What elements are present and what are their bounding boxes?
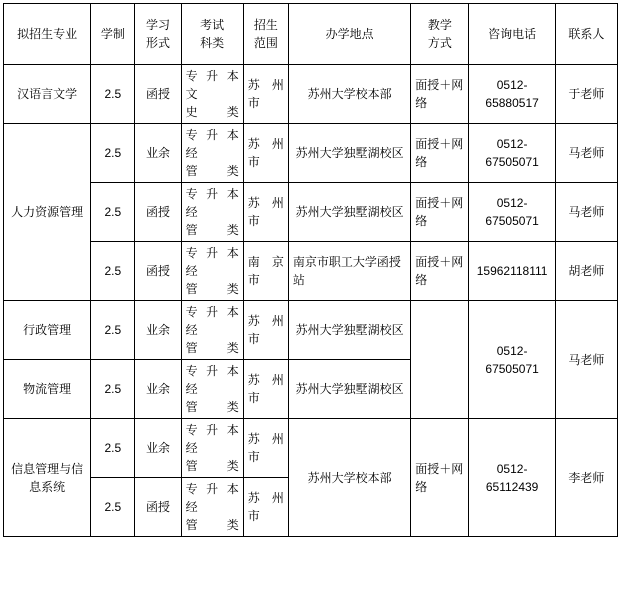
cell-exam-category: 专 升 本 经 管类 bbox=[181, 419, 243, 478]
table-row bbox=[4, 183, 618, 242]
cell-xuezhi: 2.5 bbox=[91, 360, 135, 419]
cell-enroll-range: 苏 州 市 bbox=[243, 65, 288, 124]
cell-exam-category: 专 升 本 经 管类 bbox=[181, 360, 243, 419]
cell-enroll-range: 苏 州 市 bbox=[243, 478, 288, 537]
cell-enroll-range: 苏 州 市 bbox=[243, 124, 288, 183]
cell-contact: 于老师 bbox=[555, 65, 617, 124]
cell-enroll-range: 苏 州 市 bbox=[243, 183, 288, 242]
header-teaching-mode: 教学 方式 bbox=[411, 4, 469, 65]
table-row bbox=[4, 124, 618, 183]
cell-xuezhi: 2.5 bbox=[91, 478, 135, 537]
cell-major: 人力资源管理 bbox=[4, 124, 91, 301]
cell-contact: 马老师 bbox=[555, 124, 617, 183]
header-location: 办学地点 bbox=[288, 4, 410, 65]
cell-location: 南京市职工大学函授站 bbox=[288, 242, 410, 301]
cell-exam-category: 专 升 本 经 管类 bbox=[181, 478, 243, 537]
cell-teaching-mode: 面授＋网 络 bbox=[411, 65, 469, 124]
header-enroll-range: 招生 范围 bbox=[243, 4, 288, 65]
cell-study-form: 业余 bbox=[135, 360, 181, 419]
cell-exam-category: 专 升 本 文 史类 bbox=[181, 65, 243, 124]
cell-teaching-mode: 面授＋网 络 bbox=[411, 419, 469, 537]
cell-study-form: 业余 bbox=[135, 124, 181, 183]
cell-major: 行政管理 bbox=[4, 301, 91, 360]
cell-enroll-range: 苏 州 市 bbox=[243, 360, 288, 419]
cell-xuezhi: 2.5 bbox=[91, 301, 135, 360]
cell-study-form: 业余 bbox=[135, 419, 181, 478]
cell-study-form: 业余 bbox=[135, 301, 181, 360]
cell-major: 汉语言文学 bbox=[4, 65, 91, 124]
cell-location: 苏州大学独墅湖校区 bbox=[288, 183, 410, 242]
cell-contact: 马老师 bbox=[555, 183, 617, 242]
cell-location: 苏州大学独墅湖校区 bbox=[288, 301, 410, 360]
cell-phone: 0512- 67505071 bbox=[469, 124, 555, 183]
cell-exam-category: 专 升 本 经 管类 bbox=[181, 124, 243, 183]
header-study-form: 学习 形式 bbox=[135, 4, 181, 65]
cell-study-form: 函授 bbox=[135, 183, 181, 242]
cell-phone: 0512- 67505071 bbox=[469, 183, 555, 242]
cell-teaching-mode: 面授＋网 络 bbox=[411, 242, 469, 301]
table-row bbox=[4, 65, 618, 124]
cell-location: 苏州大学校本部 bbox=[288, 419, 410, 537]
cell-teaching-mode: 面授＋网 络 bbox=[411, 183, 469, 242]
cell-xuezhi: 2.5 bbox=[91, 183, 135, 242]
cell-contact: 李老师 bbox=[555, 419, 617, 537]
cell-enroll-range: 南 京 市 bbox=[243, 242, 288, 301]
cell-xuezhi: 2.5 bbox=[91, 242, 135, 301]
cell-contact: 胡老师 bbox=[555, 242, 617, 301]
cell-teaching-mode bbox=[411, 301, 469, 419]
header-exam-category: 考试 科类 bbox=[181, 4, 243, 65]
cell-xuezhi: 2.5 bbox=[91, 124, 135, 183]
header-phone: 咨询电话 bbox=[469, 4, 555, 65]
table-header-row bbox=[4, 4, 618, 65]
cell-major: 信息管理与信 息系统 bbox=[4, 419, 91, 537]
table-row bbox=[4, 419, 618, 478]
cell-xuezhi: 2.5 bbox=[91, 65, 135, 124]
cell-exam-category: 专 升 本 经 管类 bbox=[181, 301, 243, 360]
cell-phone: 15962118111 bbox=[469, 242, 555, 301]
cell-phone: 0512- 67505071 bbox=[469, 301, 555, 419]
cell-location: 苏州大学校本部 bbox=[288, 65, 410, 124]
cell-exam-category: 专 升 本 经 管类 bbox=[181, 242, 243, 301]
cell-teaching-mode: 面授＋网 络 bbox=[411, 124, 469, 183]
cell-phone: 0512- 65112439 bbox=[469, 419, 555, 537]
cell-phone: 0512- 65880517 bbox=[469, 65, 555, 124]
header-xuezhi: 学制 bbox=[91, 4, 135, 65]
cell-location: 苏州大学独墅湖校区 bbox=[288, 360, 410, 419]
header-contact: 联系人 bbox=[555, 4, 617, 65]
cell-study-form: 函授 bbox=[135, 242, 181, 301]
cell-enroll-range: 苏 州 市 bbox=[243, 419, 288, 478]
cell-enroll-range: 苏 州 市 bbox=[243, 301, 288, 360]
cell-study-form: 函授 bbox=[135, 478, 181, 537]
enrollment-table bbox=[3, 3, 618, 537]
cell-study-form: 函授 bbox=[135, 65, 181, 124]
cell-location: 苏州大学独墅湖校区 bbox=[288, 124, 410, 183]
table-row bbox=[4, 301, 618, 360]
cell-exam-category: 专 升 本 经 管类 bbox=[181, 183, 243, 242]
cell-xuezhi: 2.5 bbox=[91, 419, 135, 478]
header-major: 拟招生专业 bbox=[4, 4, 91, 65]
table-row bbox=[4, 242, 618, 301]
cell-contact: 马老师 bbox=[555, 301, 617, 419]
cell-major: 物流管理 bbox=[4, 360, 91, 419]
